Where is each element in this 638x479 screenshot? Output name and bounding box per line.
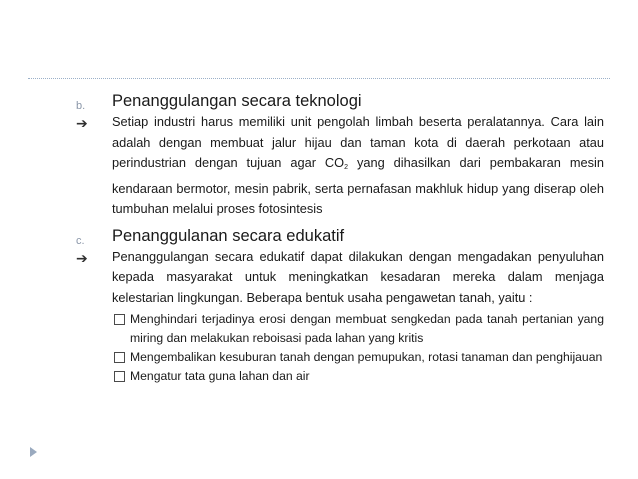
checkbox-square-icon — [114, 314, 125, 325]
checkbox-square-icon — [114, 371, 125, 382]
section-c-heading-text: Penanggulanan secara edukatif — [112, 226, 345, 245]
section-c-heading — [76, 225, 604, 247]
co2-subscript: 2 — [344, 164, 349, 171]
section-b-heading-text: Penanggulangan secara teknologi — [112, 92, 362, 110]
section-b-text-rest: yang dihasilkan dari pembakaran mesin kendaraan bermotor, mesin pabrik, serta pernafasan makhluk hidup yang diserap oleh tumbuhan melalui proses fotosintesis — [112, 155, 604, 216]
list-item-text: Mengatur tata guna lahan dan air — [130, 369, 310, 383]
list-item-text: Mengembalikan kesuburan tanah dengan pemupukan, rotasi tanaman dan penghijauan — [130, 350, 603, 364]
checkbox-square-icon — [114, 352, 125, 363]
section-b-bullet: b. — [76, 100, 86, 112]
top-divider — [28, 78, 610, 79]
section-c-text: Penanggulangan secara edukatif dapat dilakukan dengan mengadakan penyuluhan kepada masyarakat untuk meningkatkan kesadaran mereka dalam menjaga kelestarian lingkungan. Beberapa bentuk usaha pengawetan tanah, yaitu : — [112, 248, 604, 305]
section-b-text: Setiap industri harus memiliki unit pengolah limbah beserta peralatannya. Cara lain adalah dengan membuat jalur hijau dan taman kota di daerah perkotaan atau perindustrian dengan tujuan agar CO — [112, 114, 604, 170]
section-b-heading — [76, 90, 604, 112]
list-item — [76, 310, 604, 348]
slide-content — [76, 90, 604, 386]
list-item — [76, 348, 604, 367]
section-b-paragraph — [76, 112, 604, 220]
list-item — [76, 367, 604, 386]
list-item-text: Menghindari terjadinya erosi dengan membuat sengkedan pada tanah pertanian yang miring dan melakukan reboisasi pada lahan yang kritis — [130, 312, 604, 345]
section-c-bullet: c. — [76, 234, 85, 247]
arrow-right-icon: ➔ — [76, 249, 88, 266]
arrow-right-icon: ➔ — [76, 115, 88, 131]
section-c-paragraph — [76, 247, 604, 309]
slide-marker-icon — [30, 447, 37, 457]
